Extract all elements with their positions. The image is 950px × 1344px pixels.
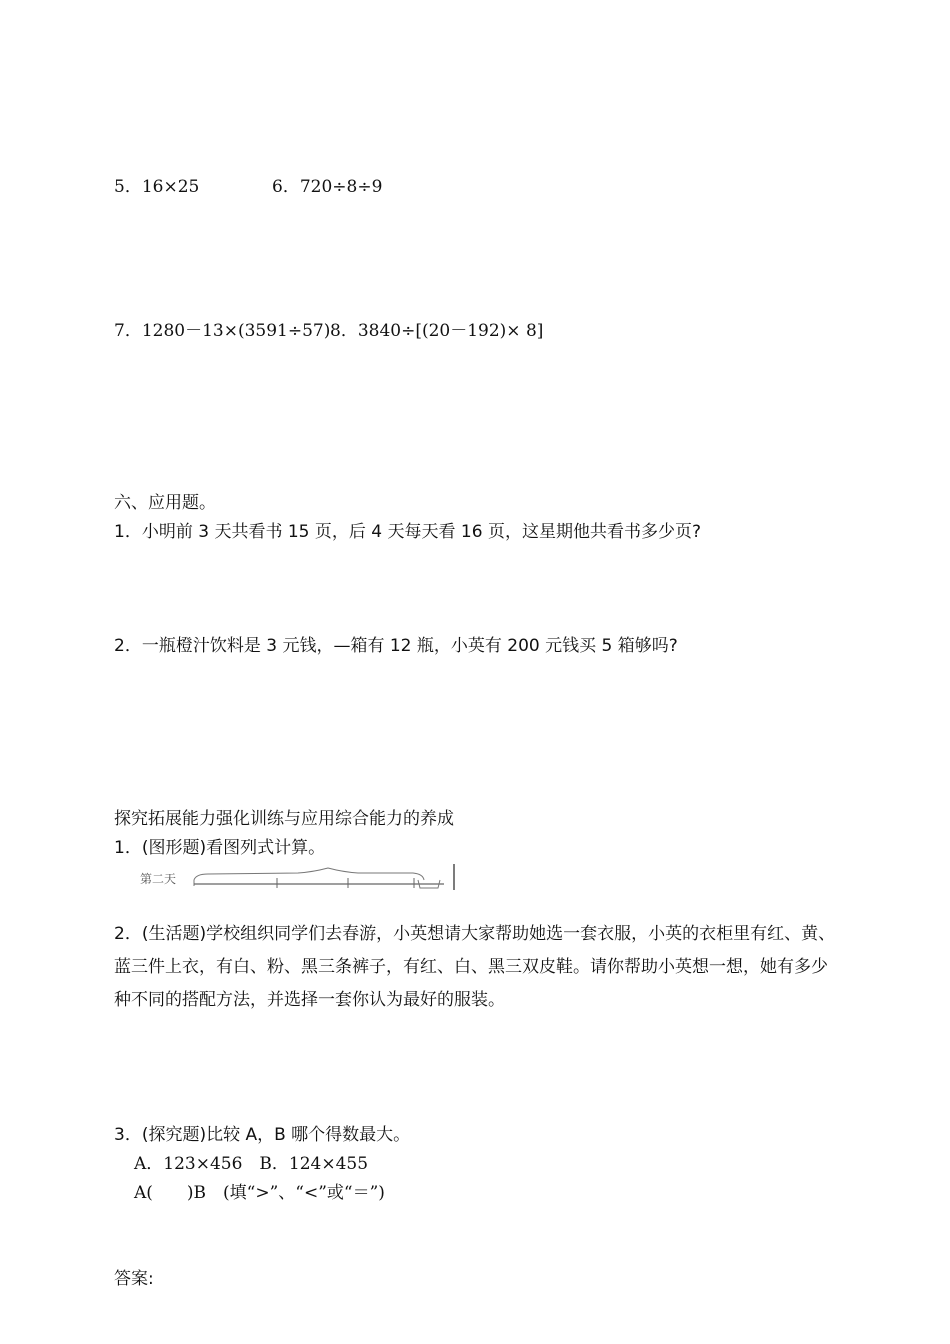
figure-day-label: 第二天 bbox=[140, 872, 177, 886]
application-question-1: 1．小明前 3 天共看书 15 页，后 4 天每天看 16 页，这星期他共看书多少页? bbox=[114, 522, 701, 542]
life-question-2: 2．(生活题)学校组织同学们去春游，小英想请大家帮助她选一套衣服，小英的衣柜里有红、黄、蓝三件上衣，有白、粉、黑三条裤子，有红、白、黑三双皮鞋。请你帮助小英想一想，她有多少种不同的搭配方法，并选择一套你认为最好的服装。 bbox=[114, 924, 836, 1010]
extension-title: 探究拓展能力强化训练与应用综合能力的养成 bbox=[114, 809, 454, 829]
explore-question-3: 3．(探究题)比较 A，B 哪个得数最大。 bbox=[114, 1125, 411, 1145]
calc-question-7: 7．1280－13×(3591÷57) bbox=[114, 321, 331, 341]
segment-figure bbox=[138, 856, 468, 896]
answers-title: 答案: bbox=[114, 1269, 154, 1289]
calc-question-6: 6．720÷8÷9 bbox=[272, 177, 383, 197]
section-6-title: 六、应用题。 bbox=[114, 493, 216, 513]
calc-question-5: 5．16×25 bbox=[114, 177, 200, 197]
explore-options: A．123×456 B．124×455 bbox=[134, 1154, 369, 1174]
application-question-2: 2．一瓶橙汁饮料是 3 元钱，—箱有 12 瓶，小英有 200 元钱买 5 箱够吗? bbox=[114, 636, 678, 656]
segment-diagram bbox=[138, 856, 468, 896]
figure-question-1: 1．(图形题)看图列式计算。 bbox=[114, 838, 326, 858]
explore-fill-blank: A( )B (填“>”、“<”或“＝”) bbox=[134, 1183, 385, 1203]
calc-question-8: 8．3840÷[(20－192)× 8] bbox=[330, 321, 544, 341]
